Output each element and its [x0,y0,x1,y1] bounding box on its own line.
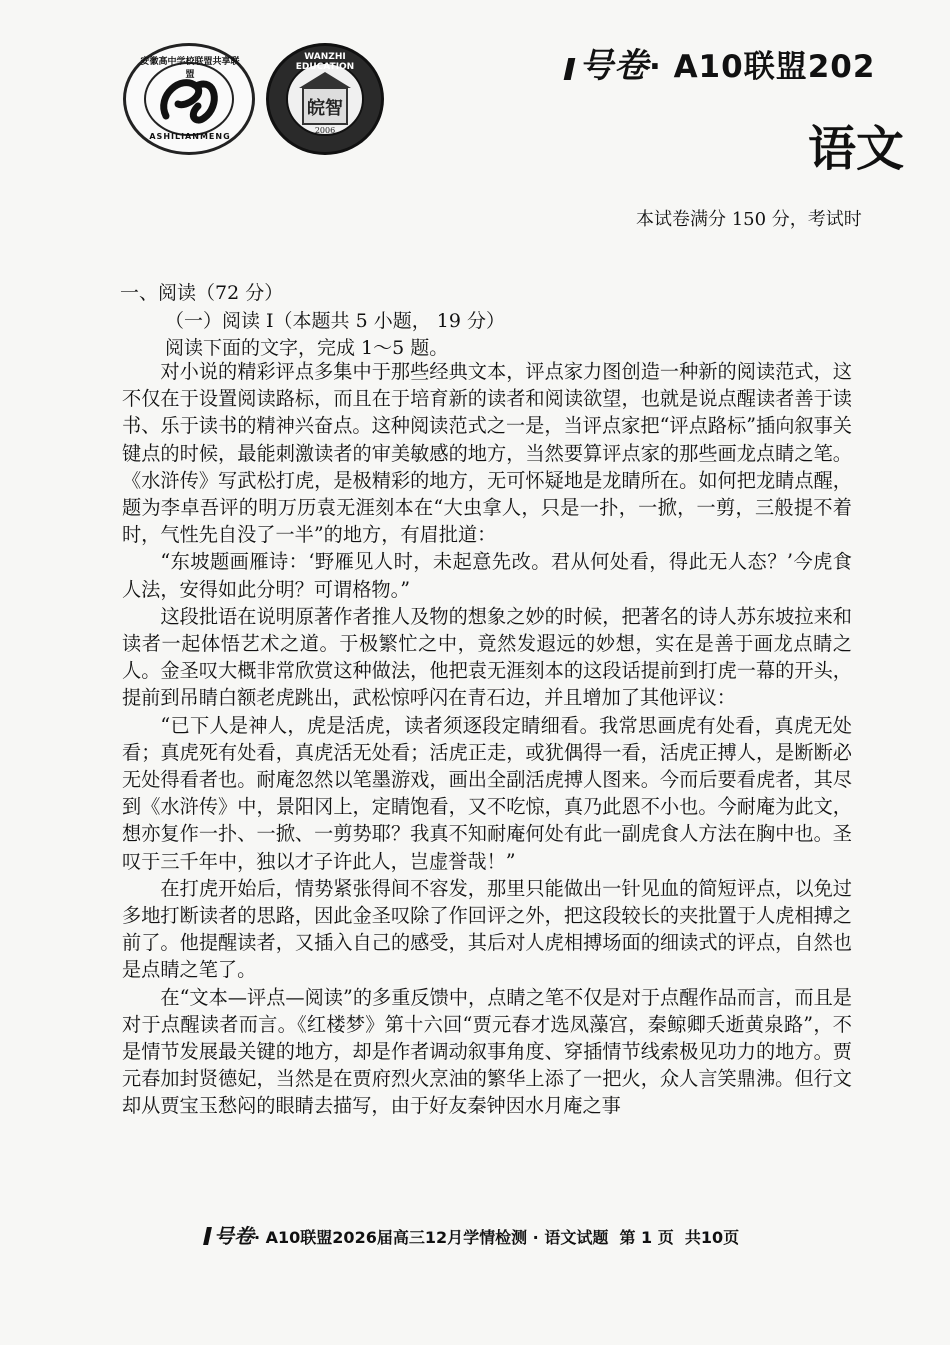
footer-text: · A10联盟2026届高三12月学情检测 · 语文试题 [254,1228,609,1247]
reading-instruction: 阅读下面的文字，完成 1～5 题。 [165,337,449,359]
page-footer [205,1220,739,1249]
passage-quote: “已下人是神人，虎是活虎，读者须逐段定睛细看。我常思画虎有处看，真虎无处看；真虎死有处看，真虎活无处看；活虎正走，或犹偶得一看，活虎正搏人，是断断必无处得看者也。耐庵忽然以笔墨游戏，画出全副活虎搏人图来。今而后要看虎者，其尽到《水浒传》中，景阳冈上，定睛饱看，又不吃惊，真乃此恩不小也。今耐庵为此文，想亦复作一扑、一掀、一剪势耶？我真不知耐庵何处有此一副虎食人方法在胸中也。圣叹于三千年中，独以才子许此人，岂虚誉哉！” [122,713,852,873]
brand-mark: 号卷 [579,46,649,86]
wanzhi-education-logo [266,43,384,155]
passage-paragraph: 在“文本—评点—阅读”的多重反馈中，点睛之笔不仅是对于点醒作品而言，而且是对于点醒读者而言。《红楼梦》第十六回“贾元春才选凤藻宫，秦鲸卿夭逝黄泉路”，不是情节发展最关键的地方，却是作者调动叙事角度、穿插情节线索极见功力的地方。贾元春加封贤德妃，当然是在贾府烈火烹油的繁华上添了一把火，众人言笑鼎沸。但行文却从贾宝玉愁闷的眼睛去描写，由于好友秦钟因水月庵之事 [122,985,852,1118]
exam-info: 本试卷满分 150 分，考试时 [636,209,862,230]
footer-brand-mark: 号卷 [214,1224,254,1248]
brand-title: · A10联盟202 [649,49,876,85]
passage-paragraph: 在打虎开始后，情势紧张得间不容发，那里只能做出一针见血的简短评点，以免过多地打断读者的思路，因此金圣叹除了作回评之外，把这段较长的夹批置于人虎相搏之前了。他提醒读者，又插入自己的感受，其后对人虎相搏场面的细读式的评点，自然也是点睛之笔了。 [122,876,852,982]
passage-paragraph: 对小说的精彩评点多集中于那些经典文本，评点家力图创造一种新的阅读范式，这不仅在于设置阅读路标，而且在于培育新的读者和阅读欲望，也就是说点醒读者善于读书、乐于读书的精神兴奋点。这种阅读范式之一是，当评点家把“评点路标”插向叙事关键点的时候，最能刺激读者的审美敏感的地方，当然要算评点家的那些画龙点睛之笔。《水浒传》写武松打虎，是极精彩的地方，无可怀疑地是龙睛所在。如何把龙睛点醒，题为李卓吾评的明万历袁无涯刻本在“大虫拿人，只是一扑，一掀，一剪，三般提不着时，气性先自没了一半”的地方，有眉批道： [122,360,852,547]
wanzhi-ring-text: WANZHI EDUCATION [295,52,355,72]
passage-paragraph: 这段批语在说明原著作者推人及物的想象之妙的时候，把著名的诗人苏东坡拉来和读者一起体悟艺术之道。于极繁忙之中，竟然发遐远的妙想，实在是善于画龙点睛之人。金圣叹大概非常欣赏这种做法，他把袁无涯刻本的这段话提前到打虎一幕的开头，提前到吊睛白额老虎跳出，武松惊呼闪在青石边，并且增加了其他评议： [122,604,852,710]
alliance-ring-text: 安徽高中学校联盟共享联盟 [140,57,240,80]
exam-brand-header [566,38,875,87]
subsection-heading: （一）阅读 I（本题共 5 小题， 19 分） [165,310,505,332]
alliance-logo [123,43,255,155]
passage-quote: “东坡题画雁诗：‘野雁见人时，未起意先改。君从何处看，得此无人态？’今虎食人法，安得如此分明？可谓格物。” [122,550,852,601]
wanzhi-center-text: 皖智 [307,98,343,119]
footer-total: 共10页 [684,1228,740,1247]
reading-passage [122,358,852,1120]
section-heading: 一、阅读（72 分） [120,282,284,304]
alliance-bottom-text: ASHILIANMENG [149,132,231,141]
footer-bar-icon [203,1227,212,1245]
brand-bar-icon [564,58,576,80]
wanzhi-year: 2006 [314,126,336,135]
footer-page: 第 1 页 [619,1228,674,1247]
subject-title: 语文 [808,121,905,177]
